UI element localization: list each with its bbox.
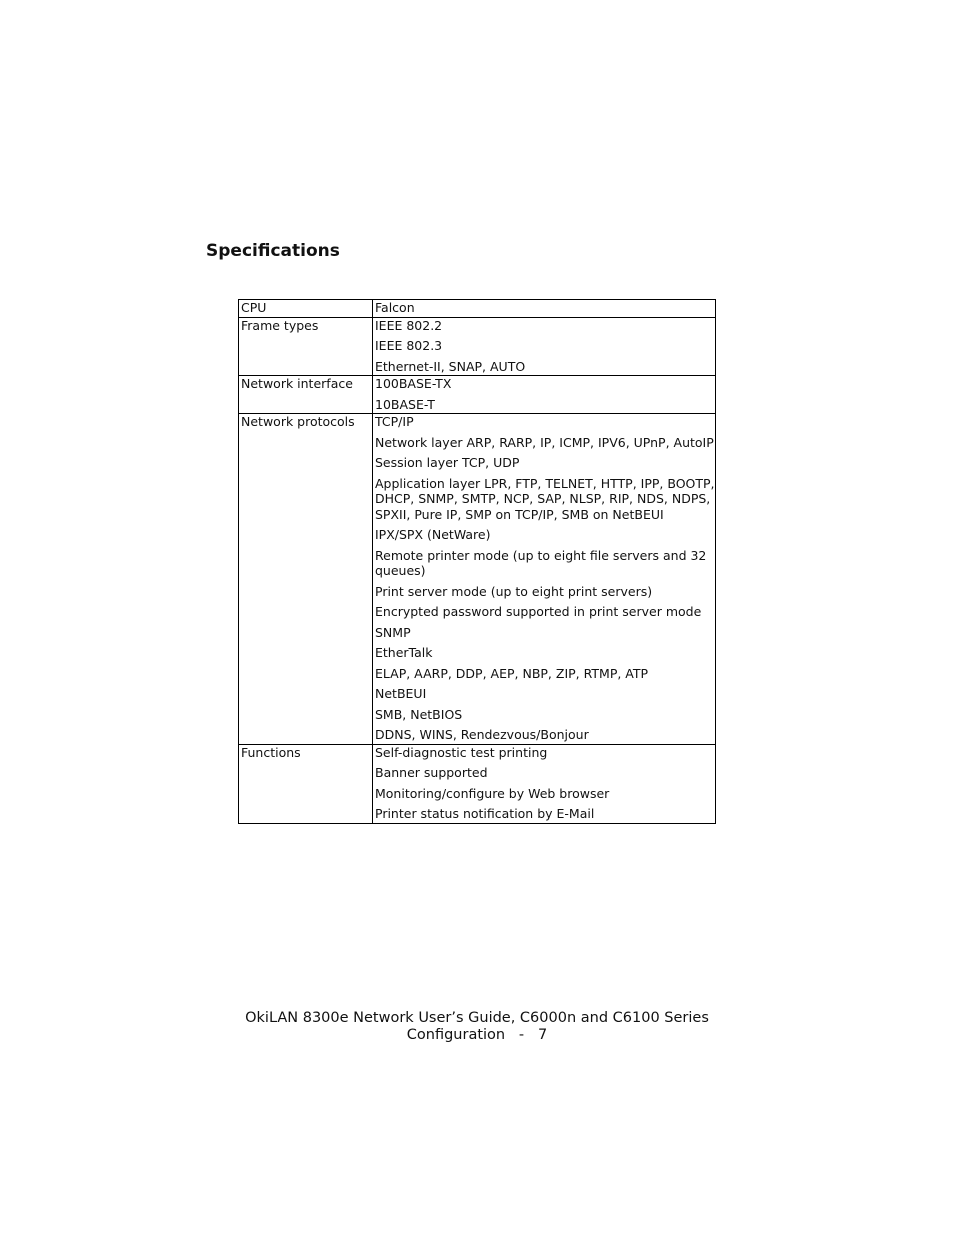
spec-label: Network protocols	[239, 414, 373, 745]
spec-value: Remote printer mode (up to eight file servers and 32 queues)	[375, 547, 707, 578]
spec-value: Ethernet-II, SNAP, AUTO	[375, 358, 526, 374]
footer-guide-title: OkiLAN 8300e Network User’s Guide, C6000n and C6100 Series	[245, 1010, 709, 1026]
spec-value: 10BASE-T	[375, 396, 435, 412]
specifications-table	[238, 299, 716, 824]
spec-value: Network layer ARP, RARP, IP, ICMP, IPV6, UPnP, AutoIP	[375, 434, 714, 450]
spec-value: SMB, NetBIOS	[375, 706, 463, 722]
page-title: Specifications	[206, 241, 340, 261]
spec-value: DDNS, WINS, Rendezvous/Bonjour	[375, 727, 589, 742]
spec-value: ELAP, AARP, DDP, AEP, NBP, ZIP, RTMP, ATP	[375, 665, 649, 681]
spec-values	[373, 744, 716, 823]
spec-value: Print server mode (up to eight print servers)	[375, 583, 653, 599]
spec-value: SNMP	[375, 624, 411, 640]
spec-value: Application layer LPR, FTP, TELNET, HTTP, IPP, BOOTP, DHCP, SNMP, SMTP, NCP, SAP, NLSP, RIP, NDS, NDPS, SPXII, Pure IP, SMP on TCP/IP, SMB on NetBEUI	[375, 475, 715, 522]
spec-value: IPX/SPX (NetWare)	[375, 527, 491, 542]
table-row	[239, 300, 716, 318]
spec-label: Frame types	[239, 317, 373, 376]
spec-value: Session layer TCP, UDP	[375, 455, 520, 470]
spec-value: Falcon	[375, 300, 415, 315]
table-row	[239, 414, 716, 745]
spec-value: 100BASE-TX	[375, 376, 452, 391]
table-row	[239, 317, 716, 376]
spec-label: CPU	[239, 300, 373, 318]
spec-values	[373, 300, 716, 318]
spec-values	[373, 414, 716, 745]
spec-value: EtherTalk	[375, 645, 433, 660]
spec-values	[373, 376, 716, 414]
spec-value: Encrypted password supported in print server mode	[375, 604, 702, 619]
spec-value: Printer status notification by E-Mail	[375, 806, 595, 821]
spec-value: TCP/IP	[375, 414, 414, 429]
table-row	[239, 376, 716, 414]
spec-value: NetBEUI	[375, 686, 427, 701]
spec-values	[373, 317, 716, 376]
spec-value: Banner supported	[375, 765, 488, 780]
spec-label: Network interface	[239, 376, 373, 414]
spec-value: IEEE 802.2	[375, 317, 443, 333]
table-row	[239, 744, 716, 823]
footer-page-number: Configuration - 7	[406, 1027, 548, 1043]
spec-value: Self-diagnostic test printing	[375, 744, 548, 760]
spec-value: IEEE 802.3	[375, 338, 443, 353]
spec-value: Monitoring/configure by Web browser	[375, 785, 610, 801]
spec-label: Functions	[239, 744, 373, 823]
